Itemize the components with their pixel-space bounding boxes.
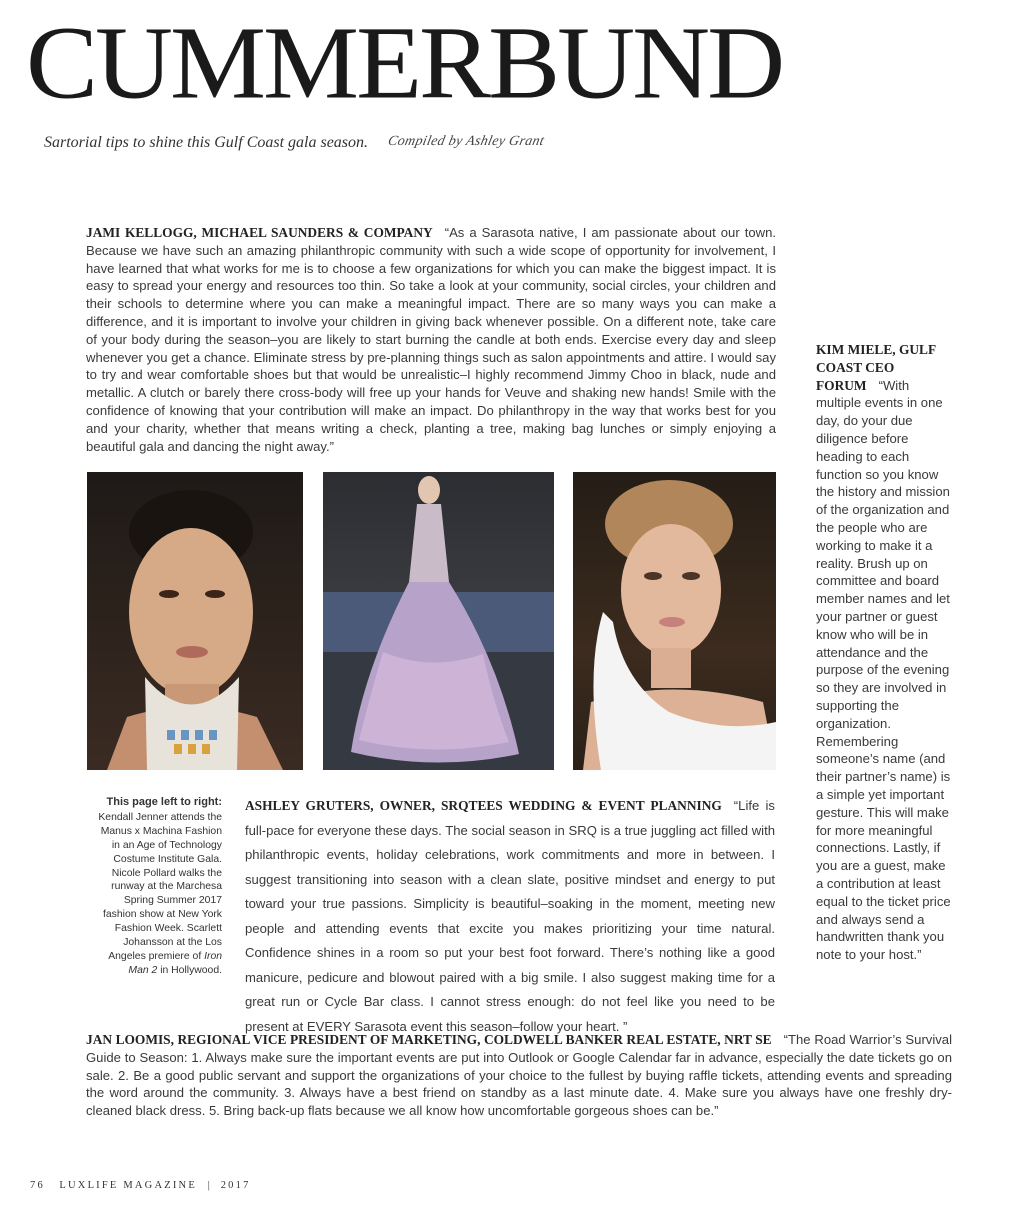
article-loomis-name: JAN LOOMIS, REGIONAL VICE PRESIDENT OF MARKETING, COLDWELL BANKER REAL ESTATE, NRT SE xyxy=(86,1032,772,1047)
issue-year: 2017 xyxy=(220,1180,251,1191)
subtitle: Sartorial tips to shine this Gulf Coast gala season. xyxy=(44,134,369,151)
footer-separator: | xyxy=(207,1180,210,1191)
article-gruters-text: “Life is full-pace for everyone these days. The social season in SRQ is a true juggling act filled with philanthropic events, holiday celebrations, work commitments and more in between. I suggest transitioning into season with a clean slate, positive mindset and energy to put toward your true passions. Simplicity is beautiful–soaking in the moment, meeting new people and attending events that excite you makes prioritizing your time natural. Confidence shines in a room so put your best foot forward. There’s nothing like a good manicure, pedicure and blowout paired with a big smile. I also suggest making time for a great run or Cycle Bar class. I cannot stress enough: do not feel like you need to be present at EVERY Sarasota event this season–follow your heart. ” xyxy=(245,798,775,1034)
photo-kendall-jenner xyxy=(87,472,303,770)
byline: Compiled by Ashley Grant xyxy=(386,134,546,149)
publication-name: LUXLIFE MAGAZINE xyxy=(59,1180,197,1191)
portrait-photo-icon xyxy=(87,472,303,770)
page-number: 76 xyxy=(30,1180,45,1191)
masthead-title: CUMMERBUND xyxy=(26,8,783,120)
page-footer xyxy=(30,1180,251,1191)
article-loomis xyxy=(86,1031,952,1120)
article-kellogg-text: “As a Sarasota native, I am passionate about our town. Because we have such an amazing philanthropic community with such a wide scope of opportunity for involvement, I have learned that what works for me is to choose a few organizations for which you can make the biggest impact. It is easy to spread your energy and resources too thin. So take a look at your community, social circles, your children and their schools to determine where you can make a meaningful impact. There are so many ways you can make a difference, and it is important to involve your children in giving back whenever possible. On a different note, take care of your body during the season–you are likely to start burning the candle at both ends. Exercise every day and sleep whenever you get a chance. Eliminate stress by pre-planning things such as salon appointments and attire. I would say to try and wear comfortable shoes but that would be unrealistic–I highly recommend Jimmy Choo in black, nude and metallic. A clutch or barely there cross-body will free up your hands for Veuve and shaking new hands! Smile with the confidence of knowing that your contribution will make an impact. Do philanthropy in the way that works best for you and your charity, whether that means writing a check, planting a tree, making bag lunches or simply enjoying a beautiful gala and dancing the night away.” xyxy=(86,225,777,454)
article-kellogg xyxy=(86,224,776,455)
photo-runway-gown xyxy=(323,472,554,770)
article-gruters-name: ASHLEY GRUTERS, OWNER, SRQTEES WEDDING & EVENT PLANNING xyxy=(245,798,722,813)
article-miele-text: “With multiple events in one day, do your due diligence before heading to each function so you know the history and mission of the organization and the people who are working to make it a reality. Brush up on committee and board member names and let your partner or guest know who will be in attendance and the purpose of the evening so they are involved in supporting the organization. Remembering someone’s name (and their partner’s name) is a simple yet important gesture. This will make for more meaningful connections. Lastly, if you are a guest, make a contribution at least equal to the ticket price and always send a handwritten thank you note to your host.” xyxy=(816,377,951,963)
article-kellogg-name: JAMI KELLOGG, MICHAEL SAUNDERS & COMPANY xyxy=(86,225,433,240)
caption-lead: This page left to right: xyxy=(106,796,222,808)
runway-photo-icon xyxy=(323,472,554,770)
caption-text-end: in Hollywood. xyxy=(157,964,222,976)
article-gruters xyxy=(245,794,775,1039)
photo-scarlett-johansson xyxy=(573,472,776,770)
photo-caption xyxy=(90,796,222,978)
caption-film-title: Iron Man 2 xyxy=(128,950,222,976)
caption-text: Kendall Jenner attends the Manus x Machina Fashion in an Age of Technology Costume Institute Gala. Nicole Pollard walks the runway at the Marchesa Spring Summer 2017 fashion show at New York Fashion Week. Scarlett Johansson at the Los Angeles premiere of xyxy=(98,811,222,962)
article-loomis-text: “The Road Warrior’s Survival Guide to Season: 1. Always make sure the important events are put into Outlook or Google Calendar far in advance, especially the date tickets go on sale. 2. Be a good public servant and support the organizations of your choice to the fullest by buying raffle tickets, attending events and spreading the word around the community. 3. Always have a best friend on standby as a last minute date. 4. Make sure you always have one freshly dry-cleaned black dress. 5. Bring back-up flats because we all know how uncomfortable gorgeous shoes can be.” xyxy=(86,1032,953,1119)
article-miele-name: KIM MIELE, GULF COAST CEO FORUM xyxy=(816,342,936,393)
article-miele xyxy=(816,341,954,964)
portrait-photo-icon xyxy=(573,472,776,770)
